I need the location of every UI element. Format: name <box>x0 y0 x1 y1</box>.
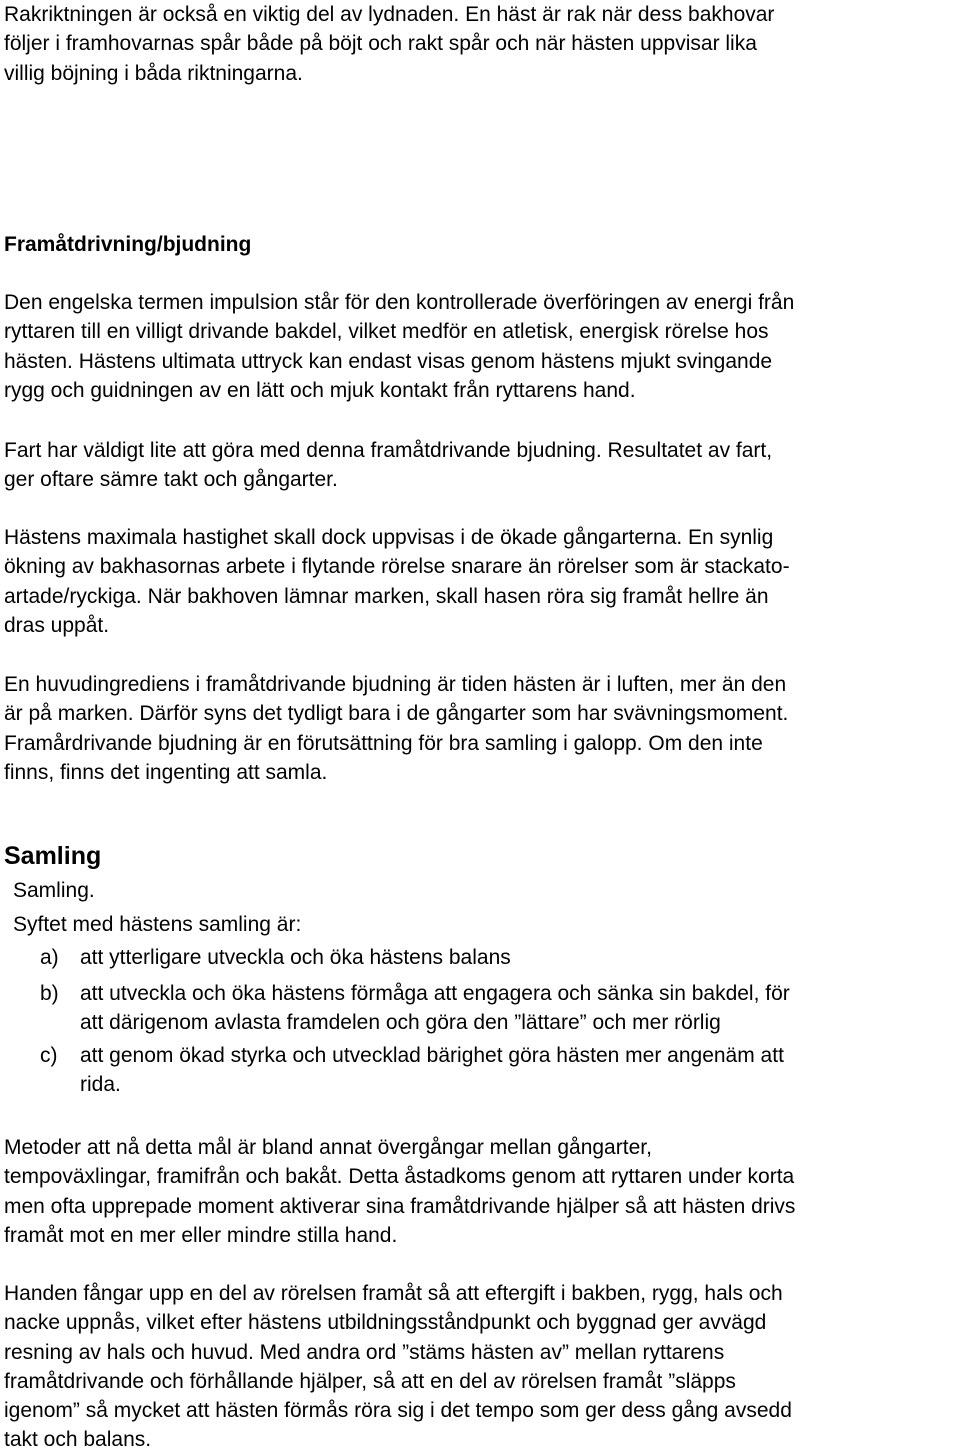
text-line: En huvudingrediens i framåtdrivande bjudning är tiden hästen är i luften, mer än den <box>4 673 787 696</box>
forward-paragraph-4 <box>4 670 958 787</box>
list-item-a <box>40 943 960 972</box>
text-line: Den engelska termen impulsion står för den kontrollerade överföringen av energi från <box>4 291 795 314</box>
text-line: villig böjning i båda riktningarna. <box>4 61 303 85</box>
text-line: dras uppåt. <box>4 613 110 637</box>
text-line: takt och balans. <box>4 1428 152 1452</box>
text-line: framåtdrivande och förhållande hjälper, så att en del av rörelsen framåt ”släpps <box>4 1369 736 1393</box>
section-heading-forward-drive: Framåtdrivning/bjudning <box>4 233 252 256</box>
text-line: artade/ryckiga. När bakhoven lämnar marken, skall hasen röra sig framåt hellre än <box>4 584 769 608</box>
list-marker: b) <box>40 982 59 1005</box>
list-marker: a) <box>40 946 59 969</box>
text-line: igenom” så mycket att hästen förmås röra sig i det tempo som ger dess gång avsedd <box>4 1399 792 1423</box>
intro-paragraph <box>4 0 958 88</box>
section-heading-samling: Samling <box>4 842 102 870</box>
list-item-text: rida. <box>80 1073 121 1097</box>
text-line: hästen. Hästens ultimata uttryck kan endast visas genom hästens mjukt svingande <box>4 349 773 373</box>
samling-paragraph-2 <box>4 1279 958 1455</box>
text-line: Hästens maximala hastighet skall dock uppvisas i de ökade gångarterna. En synlig <box>4 526 774 549</box>
list-item-c <box>40 1041 960 1100</box>
samling-purpose-intro: Syftet med hästens samling är: <box>13 913 302 936</box>
text-line: är på marken. Därför syns det tydligt bara i de gångarter som har svävningsmoment. <box>4 702 789 726</box>
text-line: ryttaren till en villigt drivande bakdel, vilket medför en atletisk, energisk rörelse hos <box>4 320 769 344</box>
samling-paragraph-1 <box>4 1133 958 1250</box>
samling-subtitle: Samling. <box>13 879 95 902</box>
list-item-text: att ytterligare utveckla och öka hästens balans <box>80 946 511 969</box>
text-line: ökning av bakhasornas arbete i flytande rörelse snarare än rörelser som är stackato- <box>4 555 790 579</box>
text-line: ger oftare sämre takt och gångarter. <box>4 468 338 492</box>
text-line: finns, finns det ingenting att samla. <box>4 760 328 784</box>
text-line: men ofta upprepade moment aktiverar sina framåtdrivande hjälper så att hästen drivs <box>4 1194 796 1218</box>
forward-paragraph-2 <box>4 436 958 495</box>
list-item-text: att utveckla och öka hästens förmåga att engagera och sänka sin bakdel, för <box>80 982 790 1005</box>
forward-paragraph-1 <box>4 288 958 405</box>
list-marker: c) <box>40 1044 58 1067</box>
text-line: Rakriktningen är också en viktig del av lydnaden. En häst är rak när dess bakhovar <box>4 3 775 26</box>
text-line: följer i framhovarnas spår både på böjt och rakt spår och när hästen uppvisar lika <box>4 32 757 56</box>
text-line: Fart har väldigt lite att göra med denna framåtdrivande bjudning. Resultatet av fart, <box>4 439 773 462</box>
text-line: resning av hals och huvud. Med andra ord ”stäms hästen av” mellan ryttarens <box>4 1340 725 1364</box>
list-item-text: att därigenom avlasta framdelen och göra den ”lättare” och mer rörlig <box>80 1011 721 1035</box>
text-line: tempoväxlingar, framifrån och bakåt. Detta åstadkoms genom att ryttaren under korta <box>4 1165 795 1189</box>
list-item-text: att genom ökad styrka och utvecklad bärighet göra hästen mer angenäm att <box>80 1044 784 1067</box>
text-line: Framårdrivande bjudning är en förutsättning för bra samling i galopp. Om den inte <box>4 731 763 755</box>
text-line: nacke uppnås, vilket efter hästens utbildningsståndpunkt och byggnad ger avvägd <box>4 1311 767 1335</box>
text-line: Handen fångar upp en del av rörelsen framåt så att eftergift i bakben, rygg, hals och <box>4 1282 783 1305</box>
text-line: framåt mot en mer eller mindre stilla hand. <box>4 1223 398 1247</box>
text-line: Metoder att nå detta mål är bland annat övergångar mellan gångarter, <box>4 1136 652 1159</box>
text-line: rygg och guidningen av en lätt och mjuk kontakt från ryttarens hand. <box>4 378 636 402</box>
forward-paragraph-3 <box>4 523 958 640</box>
list-item-b <box>40 979 960 1038</box>
